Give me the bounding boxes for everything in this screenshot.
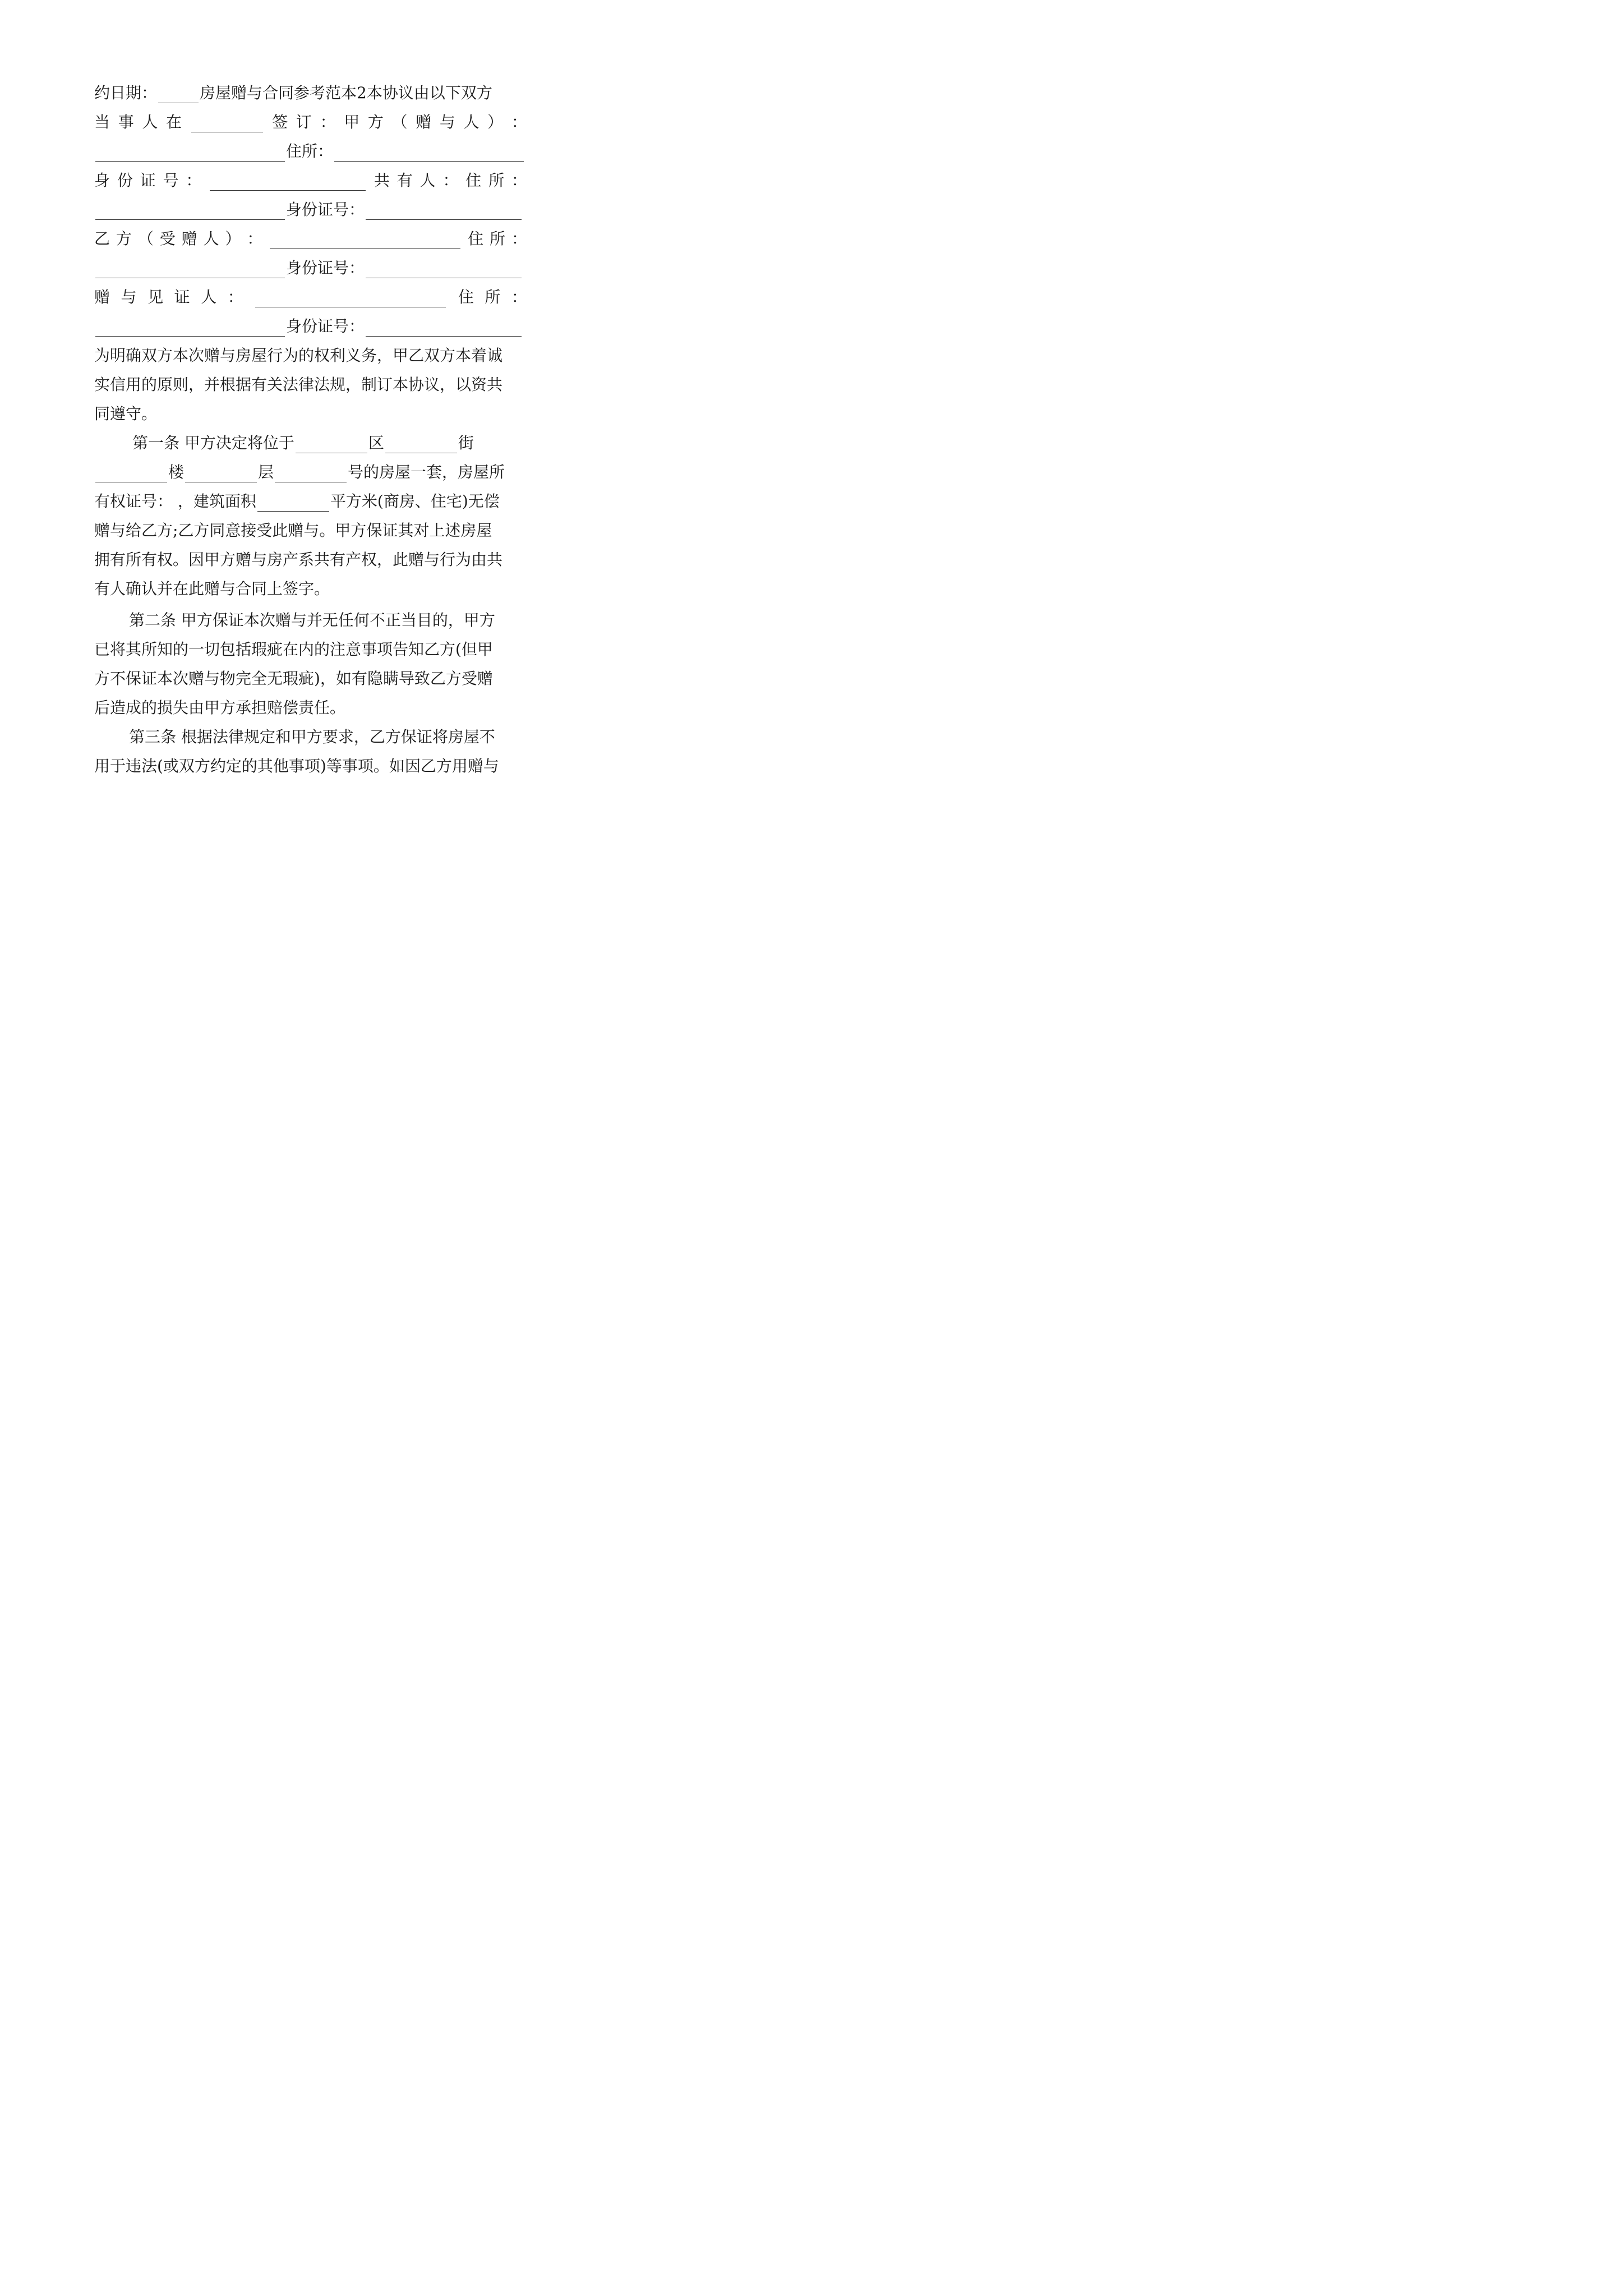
street-label: 街 <box>458 434 474 452</box>
article-2-line: 方不保证本次赠与物完全无瑕疵)，如有隐瞒导致乙方受赠 <box>94 669 493 688</box>
signing-char: 与 <box>439 113 455 131</box>
article-2-line: 第二条 甲方保证本次赠与并无任何不正当目的，甲方 <box>129 611 495 629</box>
co-owner-char: 有 <box>396 171 413 190</box>
witness-char: 证 <box>174 288 190 306</box>
party-b-id-blank <box>366 259 522 278</box>
floor-label: 层 <box>258 463 274 481</box>
signing-char: （ <box>391 113 408 131</box>
article-3-line: 第三条 根据法律规定和甲方要求，乙方保证将房屋不 <box>129 728 495 746</box>
article-1-intro: 第一条 甲方决定将位于 <box>132 434 294 452</box>
doc-line-8 <box>94 283 527 312</box>
id-label-char: ： <box>186 171 202 190</box>
certificate-area-label: 有权证号： ，建筑面积 <box>94 492 256 510</box>
signing-char: 订 <box>296 113 312 131</box>
witness-id-label: 身份证号： <box>286 317 365 335</box>
building-blank <box>95 463 167 482</box>
signing-char: 甲 <box>344 113 360 131</box>
street-blank <box>385 434 457 453</box>
article-1-line: 有人确认并在此赠与合同上签字。 <box>94 579 330 598</box>
room-number-label: 号的房屋一套，房屋所 <box>348 463 505 481</box>
co-owner-char: ： <box>442 171 459 190</box>
article-1-line-1 <box>132 429 527 458</box>
district-label: 区 <box>368 434 384 452</box>
party-b-char: 赠 <box>181 229 197 248</box>
doc-line-9 <box>94 312 527 341</box>
party-b-char: ： <box>247 229 263 248</box>
party-b-address-char: 住 <box>468 229 484 248</box>
floor-blank <box>185 463 257 482</box>
party-b-char: 人 <box>203 229 219 248</box>
signing-char: 签 <box>272 113 288 131</box>
co-owner-address-blank <box>95 200 285 220</box>
doc-line-2 <box>94 108 527 137</box>
party-b-char: （ <box>137 229 154 248</box>
signing-char: 方 <box>367 113 384 131</box>
party-intro-char: 在 <box>165 113 182 131</box>
party-b-address-char: 所 <box>490 229 506 248</box>
co-owner-id-blank <box>366 200 522 220</box>
area-unit-text: 平方米(商房、住宅)无偿 <box>330 492 500 510</box>
witness-address-char: 所 <box>485 288 501 306</box>
party-a-id-blank <box>210 171 366 191</box>
article-2-line: 已将其所知的一切包括瑕疵在内的注意事项告知乙方(但甲 <box>94 640 493 659</box>
preamble-line: 实信用的原则，并根据有关法律法规，制订本协议，以资共 <box>94 375 503 394</box>
co-owner-char: 所 <box>488 171 505 190</box>
witness-name-blank <box>255 288 446 307</box>
co-owner-char: ： <box>511 171 527 190</box>
co-owner-char: 共 <box>374 171 390 190</box>
witness-char: 见 <box>147 288 164 306</box>
preamble-line: 同遵守。 <box>94 404 158 423</box>
signing-char: ： <box>320 113 336 131</box>
party-a-name-blank <box>95 142 285 162</box>
party-b-char: 乙 <box>94 229 110 248</box>
contract-date-label: 约日期： <box>94 84 158 102</box>
party-b-name-blank <box>270 229 460 249</box>
party-intro-char: 当 <box>94 113 110 131</box>
witness-char: 赠 <box>94 288 110 306</box>
contract-title-text: 房屋赠与合同参考范本2本协议由以下双方 <box>200 84 492 102</box>
party-b-address-blank <box>95 259 285 278</box>
party-intro-char: 事 <box>118 113 134 131</box>
room-number-blank <box>275 463 347 482</box>
witness-char: 人 <box>201 288 217 306</box>
doc-line-1 <box>94 79 527 108</box>
id-label-char: 证 <box>140 171 156 190</box>
witness-id-blank <box>366 317 522 337</box>
witness-char: 与 <box>121 288 137 306</box>
co-owner-char: 住 <box>465 171 482 190</box>
article-1-line: 拥有所有权。因甲方赠与房产系共有产权，此赠与行为由共 <box>94 550 503 569</box>
preamble-line: 为明确双方本次赠与房屋行为的权利义务，甲乙双方本着诚 <box>94 346 503 365</box>
article-1-line-3 <box>94 487 527 516</box>
co-owner-char: 人 <box>419 171 436 190</box>
signing-place-blank <box>191 113 263 132</box>
witness-char: ： <box>227 288 243 306</box>
co-owner-id-label: 身份证号： <box>286 200 365 219</box>
party-intro-char: 人 <box>142 113 158 131</box>
id-label-char: 身 <box>94 171 110 190</box>
party-b-char: ） <box>225 229 241 248</box>
signing-char: 人 <box>463 113 479 131</box>
doc-line-7 <box>94 254 527 283</box>
doc-line-4 <box>94 166 527 195</box>
contract-date-blank <box>158 84 199 103</box>
building-label: 楼 <box>168 463 185 481</box>
party-b-id-label: 身份证号： <box>286 259 365 277</box>
id-label-char: 份 <box>117 171 133 190</box>
witness-address-char: 住 <box>458 288 474 306</box>
doc-line-3 <box>94 137 527 166</box>
party-a-address-blank <box>334 142 524 162</box>
party-b-char: 方 <box>116 229 132 248</box>
article-2-line: 后造成的损失由甲方承担赔偿责任。 <box>94 698 346 717</box>
witness-address-char: ： <box>511 288 527 306</box>
signing-char: ： <box>511 113 527 131</box>
party-b-address-char: ： <box>511 229 527 248</box>
article-3-line: 用于违法(或双方约定的其他事项)等事项。如因乙方用赠与 <box>94 757 499 775</box>
area-blank <box>257 492 329 512</box>
article-1-line-2 <box>94 458 527 487</box>
article-1-line: 赠与给乙方;乙方同意接受此赠与。甲方保证其对上述房屋 <box>94 521 492 540</box>
signing-char: 赠 <box>416 113 432 131</box>
district-blank <box>296 434 367 453</box>
doc-line-6 <box>94 224 527 254</box>
witness-address-blank <box>95 317 285 337</box>
id-label-char: 号 <box>163 171 179 190</box>
party-b-char: 受 <box>159 229 176 248</box>
doc-line-5 <box>94 195 527 224</box>
signing-char: ） <box>487 113 504 131</box>
document-page <box>0 0 617 873</box>
party-a-address-label: 住所： <box>286 142 334 160</box>
